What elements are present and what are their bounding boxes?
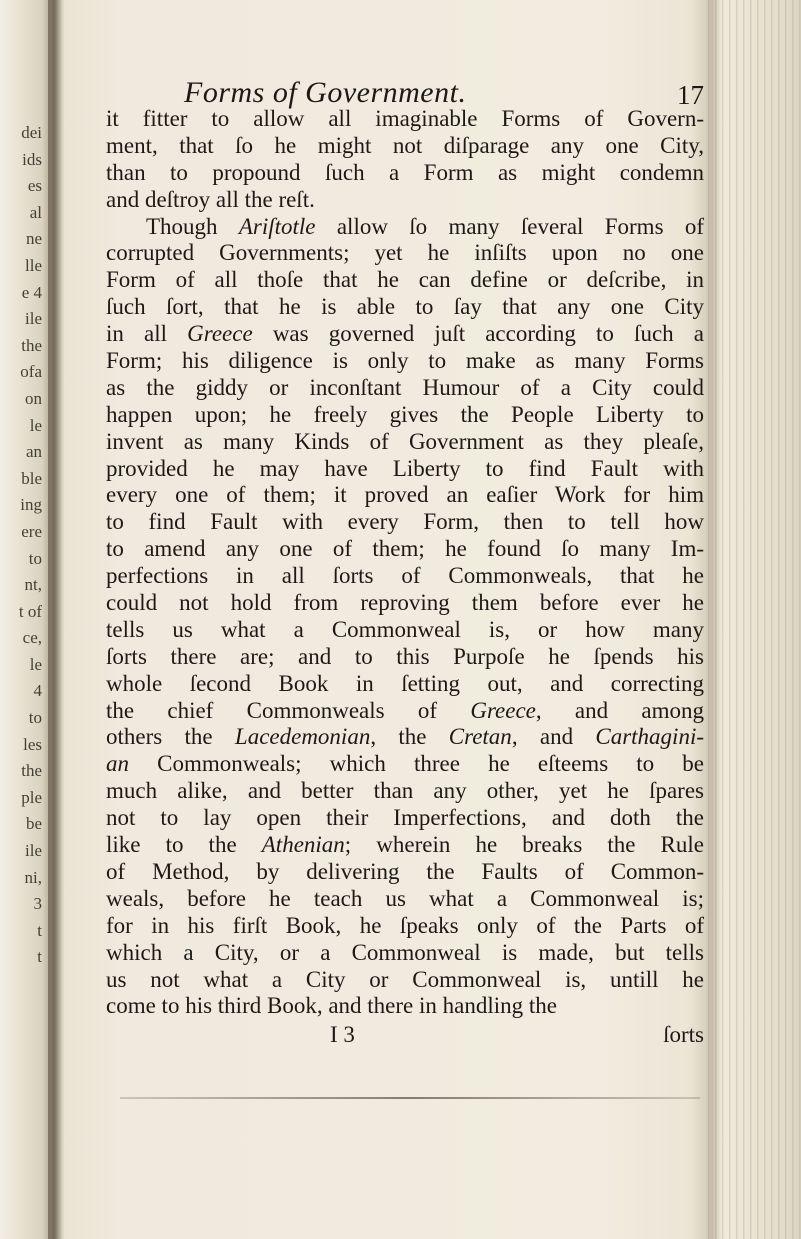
- text-line: to amend any one of them; he found ſo many Im-: [106, 536, 704, 562]
- text-line: in all Greece was governed juſt according to ſuch a: [106, 321, 704, 347]
- text-line: others the Lacedemonian, the Cretan, and Carthagini-: [106, 724, 704, 750]
- text-line: ſuch ſort, that he is able to ſay that any one City: [106, 294, 704, 320]
- fragment-text: ce,: [22, 628, 42, 648]
- fragment-text: le: [29, 415, 42, 435]
- text-line: of Method, by delivering the Faults of Common-: [106, 858, 704, 884]
- text-line: every one of them; it proved an eaſier Work for him: [106, 482, 704, 508]
- fragment-text: ofa: [20, 362, 42, 382]
- running-head-title: Forms of Government.: [184, 76, 467, 109]
- fragment-text: to: [28, 708, 42, 728]
- catchword: ſorts: [663, 1022, 704, 1048]
- body-text: [92, 106, 704, 1020]
- fragment-text: ni,: [24, 867, 42, 887]
- adjacent-page-fragment: [0, 120, 48, 1040]
- fragment-text: ing: [20, 495, 42, 515]
- signature-mark: I 3: [330, 1022, 355, 1048]
- fragment-text: the: [21, 761, 42, 781]
- text-line: like to the Athenian; wherein he breaks the Rule: [106, 832, 704, 858]
- text-line: ment, that ſo he might not diſparage any one City,: [106, 132, 704, 158]
- book-page: [92, 62, 704, 1050]
- text-line: as the giddy or inconſtant Humour of a City could: [106, 374, 704, 400]
- fragment-text: ne: [25, 229, 42, 249]
- fragment-text: ile: [25, 841, 42, 861]
- fragment-text: the: [21, 335, 42, 355]
- text-line: Form of all thoſe that he can define or deſcribe, in: [106, 267, 704, 293]
- fragment-text: e 4: [21, 282, 42, 302]
- text-line: not to lay open their Imperfections, and doth the: [106, 805, 704, 831]
- text-line: than to propound ſuch a Form as might condemn: [106, 159, 704, 185]
- fragment-text: le: [29, 654, 42, 674]
- text-line: whole ſecond Book in ſetting out, and correcting: [106, 670, 704, 696]
- fragment-text: 4: [33, 681, 42, 701]
- text-line: it fitter to allow all imaginable Forms of Govern-: [106, 106, 704, 131]
- fragment-text: ple: [21, 787, 42, 807]
- fragment-text: ere: [21, 521, 42, 541]
- text-line: an Commonweals; which three he eſteems to be: [106, 751, 704, 777]
- fragment-text: es: [27, 176, 42, 196]
- fragment-text: al: [29, 202, 42, 222]
- text-line: perfections in all ſorts of Commonweals, that he: [106, 563, 704, 589]
- text-line: and deſtroy all the reſt.: [106, 186, 315, 212]
- fragment-text: t: [37, 920, 42, 940]
- fragment-text: dei: [21, 123, 42, 142]
- text-line: tells us what a Commonweal is, or how many: [106, 616, 704, 642]
- page-number: 17: [677, 80, 704, 110]
- text-line: Form; his diligence is only to make as many Forms: [106, 348, 704, 374]
- fragment-text: les: [23, 734, 42, 754]
- fragment-text: 3: [33, 894, 42, 914]
- text-line: to find Fault with every Form, then to tell how: [106, 509, 704, 535]
- text-line: the chief Commonweals of Greece, and among: [106, 697, 704, 723]
- text-line: ſorts there are; and to this Purpoſe he ſpends his: [106, 643, 704, 669]
- page-bottom-edge: [120, 1097, 700, 1099]
- page-footer: [92, 1022, 704, 1050]
- text-line: weals, before he teach us what a Commonweal is;: [106, 885, 704, 911]
- fragment-text: ile: [25, 309, 42, 329]
- text-line: invent as many Kinds of Government as they pleaſe,: [106, 428, 704, 454]
- text-line: corrupted Governments; yet he inſiſts upon no one: [106, 240, 704, 266]
- fragment-text: on: [25, 388, 42, 408]
- text-line: could not hold from reproving them before ever he: [106, 590, 704, 616]
- page-edges: [708, 0, 801, 1239]
- fragment-text: lle: [25, 255, 42, 275]
- fragment-text: t: [37, 947, 42, 967]
- fragment-text: ble: [21, 468, 42, 488]
- text-line: Though Ariſtotle allow ſo many ſeveral Forms of: [146, 213, 704, 239]
- text-line: much alike, and better than any other, yet he ſpares: [106, 778, 704, 804]
- running-head: [92, 62, 704, 110]
- text-line: for in his firſt Book, he ſpeaks only of the Parts of: [106, 912, 704, 938]
- text-line: happen upon; he freely gives the People Liberty to: [106, 401, 704, 427]
- text-line: which a City, or a Commonweal is made, but tells: [106, 939, 704, 965]
- book-gutter: [48, 0, 64, 1239]
- fragment-text: to: [28, 548, 42, 568]
- fragment-text: an: [25, 442, 42, 462]
- fragment-text: nt,: [24, 575, 42, 595]
- fragment-text: be: [25, 814, 42, 834]
- text-line: provided he may have Liberty to find Fault with: [106, 455, 704, 481]
- fragment-text: t of: [18, 601, 42, 621]
- fragment-text: ids: [22, 149, 42, 169]
- text-line: us not what a City or Commonweal is, untill he: [106, 966, 704, 992]
- text-line: come to his third Book, and there in handling the: [106, 993, 557, 1019]
